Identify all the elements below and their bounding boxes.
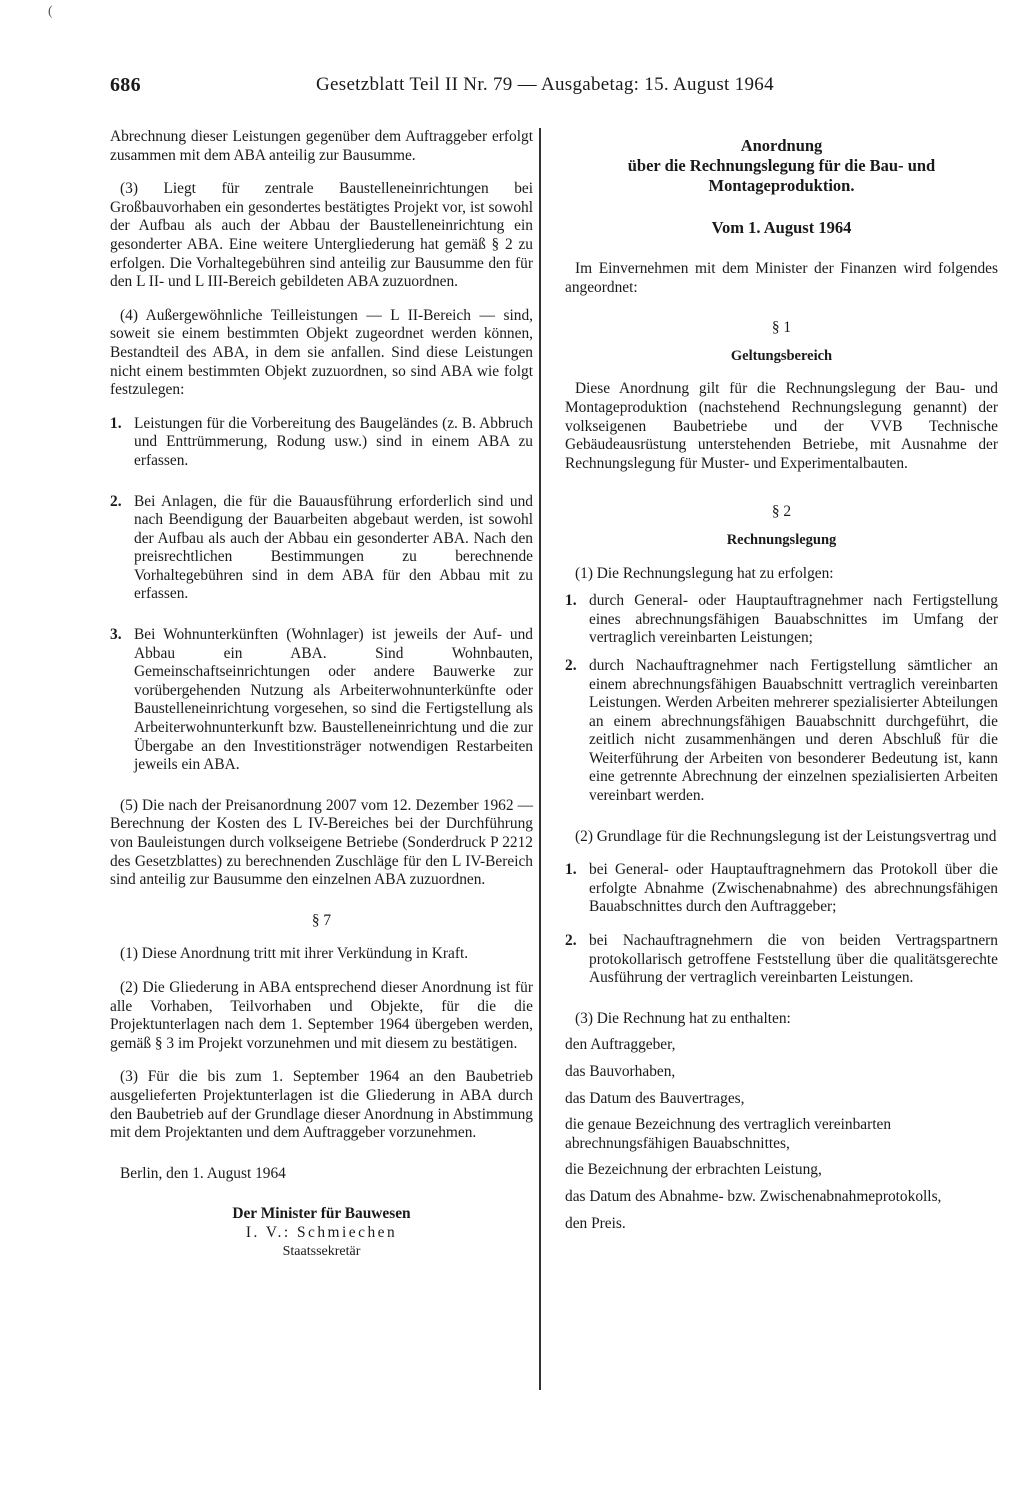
column-divider	[539, 128, 541, 1390]
invoice-content-item: den Auftraggeber,	[565, 1036, 676, 1054]
order-date: Vom 1. August 1964	[711, 218, 852, 237]
list-item-text: bei General- oder Hauptauftragnehmern das Protokoll über die erfolgte Abnahme (Zwischenabnahme) des abrechnungsfähigen Bauabschnittes durch den Auftraggeber;	[589, 861, 998, 916]
section-2-title: Rechnungslegung	[726, 531, 837, 548]
list-item	[565, 657, 998, 806]
section-1-text: Diese Anordnung gilt für die Rechnungslegung der Bau- und Montageproduktion (nachstehend Rechnungslegung genannt) der volkseigenen Baubetriebe und der VVB Technische Gebäudeausrüstung unterstehenden Betriebe, mit Ausnahme der Rechnungslegung für Muster- und Experimentalbauten.	[565, 380, 998, 472]
list-item-text: durch Nachauftragnehmer nach Fertigstellung sämtlicher an einem abrechnungsfähigen Bauabschnitt vertraglich vereinbarten Leistungen. Werden Arbeiten mehrerer spezialisierter Abteilungen an einem abrechnungsfähigen Bauabschnitt durchgeführt, die zeitlich nicht zusammenhängen und deren Abschluß für die Weiterführung der Arbeiten von besonderer Bedeutung ist, kann eine getrennte Abrechnung der einzelnen spezialisierten Arbeiten vereinbart werden.	[589, 656, 998, 805]
list-item	[565, 861, 998, 917]
right-column	[565, 136, 998, 1233]
list-item	[110, 493, 533, 605]
invoice-content-item: die Bezeichnung der erbrachten Leistung,	[565, 1161, 822, 1179]
invoice-content-item: die genaue Bezeichnung des vertraglich vereinbarten abrechnungsfähigen Bauabschnittes,	[565, 1116, 892, 1152]
order-title: Anordnung	[740, 136, 823, 155]
page-header	[110, 74, 810, 104]
list-item-number: 1.	[110, 414, 122, 432]
paragraph-5: (5) Die nach der Preisanordnung 2007 vom 12. Dezember 1962 — Berechnung der Kosten des L IV-Bereiches bei der Durchführung von Bauleistungen durch volkseigene Betriebe (Sonderdruck P 2212 des Gesetzblattes) zu berechnenden Zuschläge für den L IV-Bereich sind anteilig zur Bausumme den einzelnen ABA zuzuordnen.	[110, 796, 533, 889]
section-1-heading: § 1	[771, 319, 792, 337]
section-7-paragraph-1: (1) Diese Anordnung tritt mit ihrer Verkündung in Kraft.	[120, 945, 469, 963]
list-item-number: 1.	[565, 592, 577, 610]
signer-role: Staatssekretär	[282, 1243, 361, 1259]
invoice-content-item: den Preis.	[565, 1214, 626, 1232]
margin-mark: (	[48, 4, 53, 19]
list-item-number: 2.	[110, 492, 122, 510]
list-item-text: Bei Anlagen, die für die Bauausführung erforderlich sind und nach Beendigung der Bauarbeiten abgebaut werden, ist sowohl der Aufbau als auch der Abbau ein gesonderter ABA. Nach den preisrechtlichen Bestimmungen zu berechnende Vorhaltegebühren sind in dem ABA für den Abbau mit zu erfassen.	[134, 492, 533, 603]
signer-title: Der Minister für Bauwesen	[232, 1205, 411, 1223]
left-column	[110, 128, 533, 1261]
section-7-paragraph-3: (3) Für die bis zum 1. September 1964 an den Baubetrieb ausgelieferten Projektunterlagen ist die Gliederung in ABA durch den Baubetrieb auf der Grundlage dieser Anordnung in Abstimmung mit dem Projektanten und dem Auftraggeber vorzunehmen.	[110, 1068, 533, 1142]
invoice-content-item: das Bauvorhaben,	[565, 1063, 676, 1080]
invoice-content-item: das Datum des Abnahme- bzw. Zwischenabnahmeprotokolls,	[565, 1187, 942, 1205]
section-2-paragraph-3: (3) Die Rechnung hat zu enthalten:	[575, 1009, 791, 1027]
invoice-content-item: das Datum des Bauvertrages,	[565, 1089, 745, 1107]
section-7-paragraph-2: (2) Die Gliederung in ABA entsprechend dieser Anordnung ist für alle Vorhaben, Teilvorhaben und Objekte, für die die Projektunterlagen nach dem 1. September 1964 übergeben werden, gemäß § 3 im Projekt vorzunehmen und mit diesem zu bestätigen.	[110, 978, 533, 1052]
paragraph-4: (4) Außergewöhnliche Teilleistungen — L II-Bereich — sind, soweit sie einem bestimmten Objekt zugeordnet werden können, Bestandteil des ABA, in dem sie anfallen. Sind diese Leistungen nicht einem bestimmten Objekt zuzuordnen, so sind ABA wie folgt festzulegen:	[110, 306, 533, 399]
order-subtitle: über die Rechnungslegung für die Bau- und Montageproduktion.	[627, 156, 936, 195]
list-item	[110, 626, 533, 775]
signer-name: I. V.: Schmiechen	[245, 1223, 398, 1241]
gazette-title: Gesetzblatt Teil II Nr. 79 — Ausgabetag: 15. August 1964	[316, 74, 774, 95]
list-item-text: durch General- oder Hauptauftragnehmer nach Fertigstellung eines abrechnungsfähigen Bauabschnittes im Umfang der vertraglich vereinbarten Leistungen;	[589, 592, 998, 647]
section-7-heading: § 7	[311, 911, 332, 929]
list-item-number: 1.	[565, 861, 577, 879]
list-item-number: 2.	[565, 656, 577, 674]
section-2-heading: § 2	[771, 503, 792, 521]
section-2-paragraph-1: (1) Die Rechnungslegung hat zu erfolgen:	[575, 564, 834, 582]
list-item-text: bei Nachauftragnehmern die von beiden Vertragspartnern protokollarisch getroffene Feststellung über die qualitätsgerechte Ausführung der vertraglich vereinbarten Leistungen.	[589, 932, 998, 987]
place-date: Berlin, den 1. August 1964	[120, 1164, 286, 1182]
section-1-title: Geltungsbereich	[730, 347, 833, 364]
paragraph-continued: Abrechnung dieser Leistungen gegenüber dem Auftraggeber erfolgt zusammen mit dem ABA anteilig zur Bausumme.	[110, 128, 533, 164]
list-item-number: 2.	[565, 932, 577, 950]
list-item-text: Bei Wohnunterkünften (Wohnlager) ist jeweils der Auf- und Abbau ein ABA. Sind Wohnbauten, Gemeinschaftseinrichtungen oder andere Bauwerke zur vorübergehenden Nutzung als Arbeiterwohnunterkünfte oder Baustelleneinrichtung vorgesehen, so sind die Fertigstellung als Arbeiterwohnunterkunft bzw. Baustelleneinrichtung und die zur Übergabe an den Investitionsträger notwendigen Restarbeiten jeweils ein ABA.	[134, 626, 533, 774]
list-item	[565, 592, 998, 648]
list-item	[110, 415, 533, 471]
paragraph-3: (3) Liegt für zentrale Baustelleneinrichtungen bei Großbauvorhaben ein gesondertes bestätigtes Projekt vor, ist sowohl der Aufbau als auch der Abbau der Baustelleneinrichtung ein gesonderter ABA. Eine weitere Untergliederung hat gemäß § 2 zu erfolgen. Die Vorhaltegebühren sind anteilig zur Bausumme den für den L II- und L III-Bereich gebildeten ABA zuzuordnen.	[110, 180, 533, 291]
section-2-paragraph-2: (2) Grundlage für die Rechnungslegung ist der Leistungsvertrag und	[575, 827, 997, 845]
list-item-number: 3.	[110, 626, 122, 644]
page-number: 686	[110, 74, 141, 96]
list-item-text: Leistungen für die Vorbereitung des Baugeländes (z. B. Abbruch und Enttrümmerung, Rodung usw.) sind in einem ABA zu erfassen.	[134, 414, 533, 469]
list-item	[565, 932, 998, 988]
order-intro: Im Einvernehmen mit dem Minister der Finanzen wird folgendes angeordnet:	[565, 260, 998, 296]
